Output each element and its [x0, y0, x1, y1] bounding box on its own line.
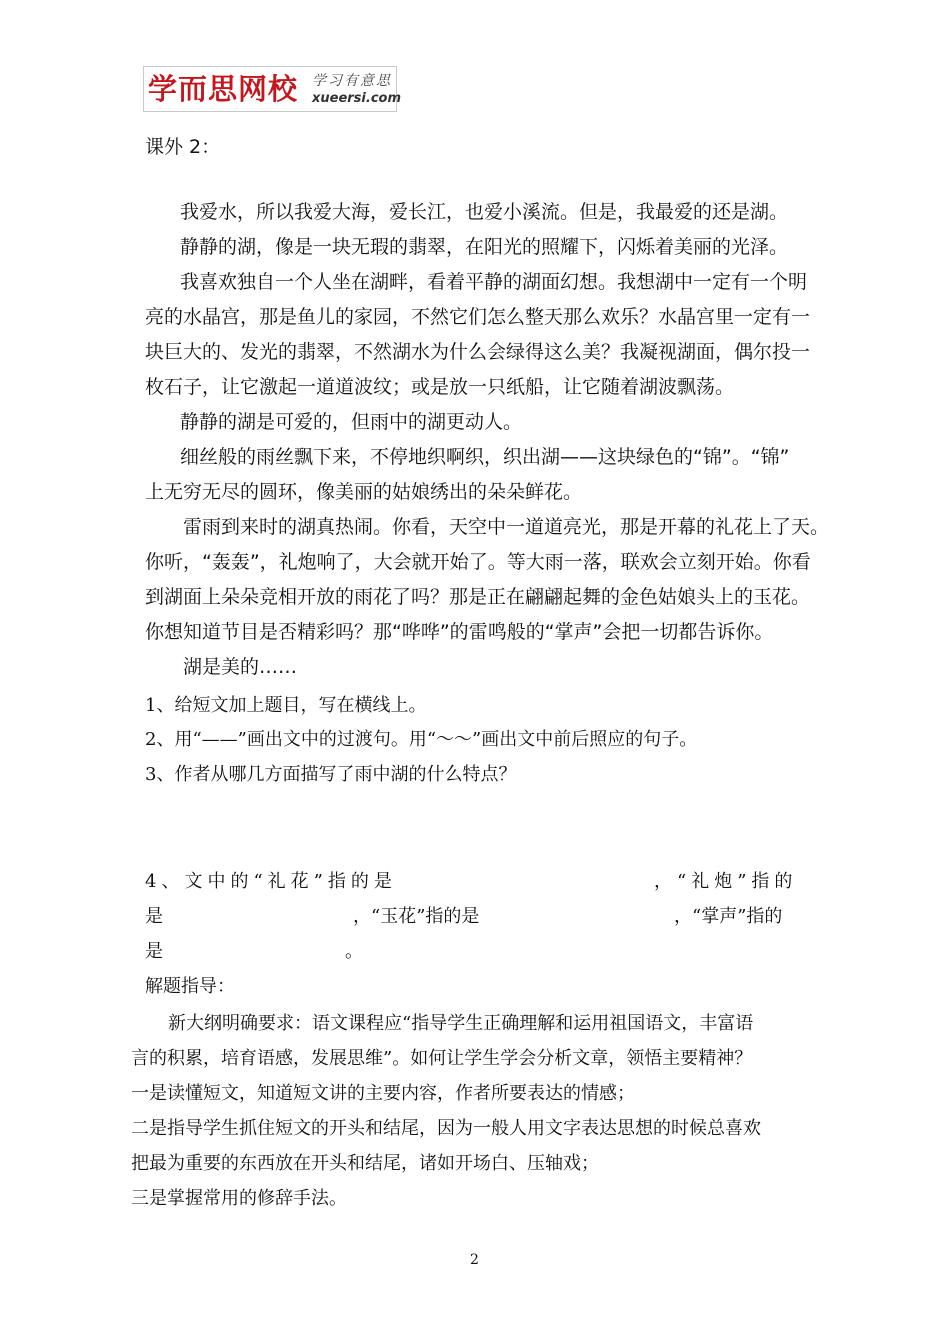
passage-line: 上无穷无尽的圆环，像美丽的姑娘绣出的朵朵鲜花。: [145, 481, 583, 503]
passage-line: 静静的湖是可爱的，但雨中的湖更动人。: [180, 411, 523, 433]
passage-line: 雷雨到来时的湖真热闹。你看，天空中一道道亮光，那是开幕的礼花上了天。: [183, 516, 830, 538]
question-4-part: ，“掌声”指的: [674, 906, 783, 927]
question-4-part: ，“玉花”指的是: [353, 906, 480, 927]
passage-line: 到湖面上朵朵竞相开放的雨花了吗？那是正在翩翩起舞的金色姑娘头上的玉花。: [145, 586, 811, 608]
guidance-line: 新大纲明确要求：语文课程应“指导学生正确理解和运用祖国语文，丰富语: [168, 1013, 754, 1034]
guidance-line: 三是掌握常用的修辞手法。: [131, 1188, 347, 1209]
passage-line: 亮的水晶宫，那是鱼儿的家园，不然它们怎么整天那么欢乐？水晶宫里一定有一: [145, 306, 811, 328]
logo-url: xueersi.com: [312, 91, 402, 106]
question-4-part: 。: [345, 941, 363, 962]
question-4-part: 4、文中的“礼花”指的是: [145, 871, 397, 892]
question-4-part: ，“礼炮”指的: [654, 871, 798, 892]
question-4-part: 是: [145, 906, 163, 927]
question-1: 1、给短文加上题目，写在横线上。: [145, 695, 427, 716]
passage-line: 你想知道节目是否精彩吗？那“哗哗”的雷鸣般的“掌声”会把一切都告诉你。: [145, 621, 774, 643]
section-label: 课外 2：: [145, 136, 221, 158]
logo-slogan: 学习有意思: [312, 73, 392, 89]
guidance-line: 言的积累，培育语感，发展思维”。如何让学生学会分析文章，领悟主要精神？: [131, 1048, 753, 1069]
logo-main-text: 学而思网校: [148, 72, 299, 106]
xueersi-logo: [143, 66, 402, 112]
passage-line: 湖是美的……: [183, 656, 298, 678]
passage-line: 你听，“轰轰”，礼炮响了，大会就开始了。等大雨一落，联欢会立刻开始。你看: [145, 551, 811, 573]
passage-line: 我爱水，所以我爱大海，爱长江，也爱小溪流。但是，我最爱的还是湖。: [180, 201, 789, 223]
passage-line: 我喜欢独自一个人坐在湖畔，看着平静的湖面幻想。我想湖中一定有一个明: [180, 271, 808, 293]
guidance-heading: 解题指导：: [145, 976, 235, 997]
passage-line: 静静的湖，像是一块无瑕的翡翠，在阳光的照耀下，闪烁着美丽的光泽。: [180, 236, 789, 258]
guidance-line: 二是指导学生抓住短文的开头和结尾，因为一般人用文字表达思想的时候总喜欢: [131, 1118, 761, 1139]
guidance-line: 一是读懂短文，知道短文讲的主要内容，作者所要表达的情感；: [131, 1083, 635, 1104]
passage-line: 块巨大的、发光的翡翠，不然湖水为什么会绿得这么美？我凝视湖面，偶尔投一: [145, 341, 811, 363]
question-3: 3、作者从哪几方面描写了雨中湖的什么特点？: [145, 764, 517, 785]
passage-line: 细丝般的雨丝飘下来，不停地织啊织，织出湖——这块绿色的“锦”。“锦”: [180, 446, 790, 468]
guidance-line: 把最为重要的东西放在开头和结尾，诸如开场白、压轴戏；: [131, 1153, 599, 1174]
passage-line: 枚石子，让它激起一道道波纹；或是放一只纸船，让它随着湖波飘荡。: [145, 376, 735, 398]
question-2: 2、用“——”画出文中的过渡句。用“～～”画出文中前后照应的句子。: [145, 729, 698, 750]
question-4-part: 是: [145, 941, 163, 962]
page-number: 2: [470, 1252, 479, 1268]
